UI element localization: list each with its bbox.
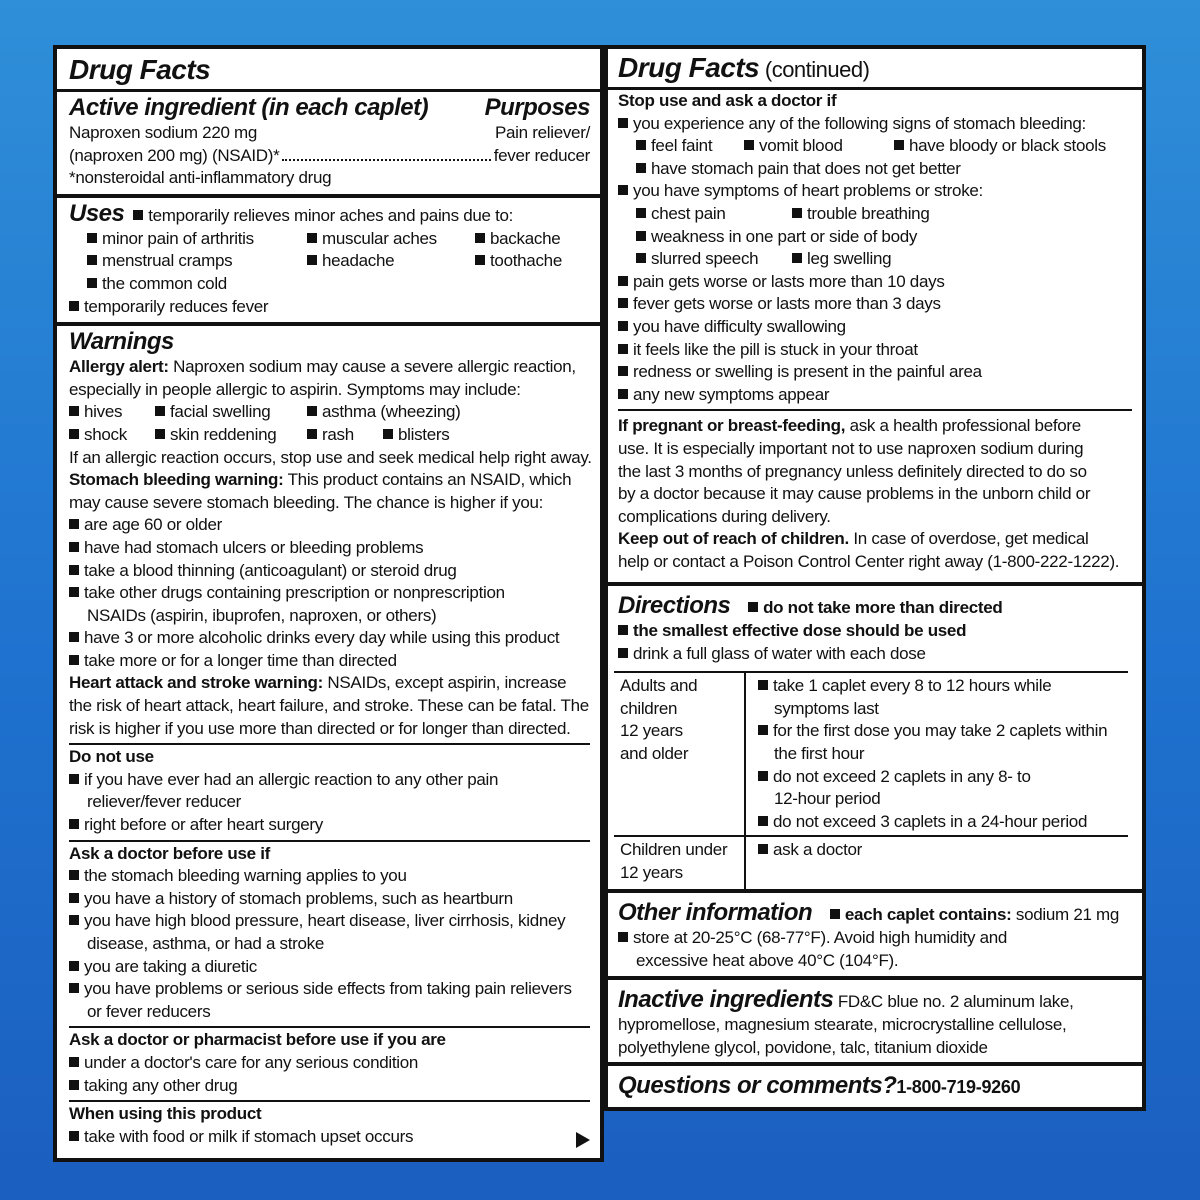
pregnant-text: use. It is especially important not to use naproxen sodium during [618, 438, 1084, 458]
symptoms-row-1 [69, 401, 590, 424]
uses-heading: Uses [69, 199, 125, 227]
storage-text: store at 20-25°C (68-77°F). Avoid high humidity and [633, 928, 1008, 947]
bullet [69, 1131, 79, 1141]
heart-text: NSAIDs, except aspirin, increase [322, 673, 567, 693]
bullet [69, 1057, 79, 1067]
active-ingredient-heading: Active ingredient (in each caplet) [69, 94, 429, 121]
uses-item: the common cold [102, 273, 227, 293]
ask-doctor-section [69, 842, 590, 1024]
uses-fever-text: temporarily reduces fever [84, 296, 269, 316]
bullet [87, 233, 97, 243]
heart-text-2: the risk of heart attack, heart failure, and stroke. These can be fatal. The [69, 696, 589, 716]
active-row-2 [69, 145, 590, 168]
bullet [155, 429, 165, 439]
allergy-text-2: especially in people allergic to aspirin. Symptoms may include: [69, 379, 521, 399]
bullet [133, 210, 143, 220]
do-not-use-heading: Do not use [69, 747, 154, 767]
ask-pharmacist-item: taking any other drug [84, 1075, 238, 1095]
directions-section [608, 586, 1142, 893]
dose-item: do not exceed 2 caplets in any 8- to [773, 766, 1031, 786]
ask-doctor-item: the stomach bleeding warning applies to you [84, 866, 407, 886]
heart-sign: chest pain [651, 203, 726, 223]
uses-item: menstrual cramps [102, 251, 233, 271]
pregnant-label: If pregnant or breast-feeding, [618, 416, 846, 436]
bullet [758, 725, 768, 735]
ask-pharmacist-section [69, 1028, 590, 1097]
ask-doctor-item: disease, asthma, or had a stroke [87, 934, 325, 953]
divider [618, 409, 1132, 411]
panel-title: Drug Facts [69, 54, 211, 85]
bullet [69, 406, 79, 416]
caplet-contains-text: sodium 21 mg [1011, 905, 1120, 924]
directions-table [614, 671, 1128, 891]
symptom: skin reddening [170, 424, 277, 444]
bullet [69, 983, 79, 993]
pregnant-text: ask a health professional before [845, 416, 1081, 436]
stomach-item: take other drugs containing prescription or nonprescription [84, 583, 505, 603]
bullet [69, 429, 79, 439]
stomach-item: NSAIDs (aspirin, ibuprofen, naproxen, or others) [87, 605, 437, 625]
stomach-item: have 3 or more alcoholic drinks every day while using this product [84, 628, 560, 648]
uses-intro: temporarily relieves minor aches and pains due to: [148, 205, 514, 225]
active-ingredient-name: Naproxen sodium 220 mg [69, 123, 258, 142]
active-footnote: *nonsteroidal anti-inflammatory drug [69, 168, 332, 188]
bullet [69, 819, 79, 829]
bullet [155, 406, 165, 416]
warnings-section [69, 326, 590, 740]
uses-row-3 [69, 273, 590, 296]
age-label: Adults and [620, 676, 698, 696]
bullet [307, 406, 317, 416]
continued-label: (continued) [759, 57, 870, 82]
age-label: Children under [620, 840, 728, 860]
symptom: asthma (wheezing) [322, 402, 461, 422]
symptom: blisters [398, 424, 450, 444]
stomach-item: take a blood thinning (anticoagulant) or steroid drug [84, 560, 457, 580]
heart-sign: leg swelling [807, 249, 892, 269]
uses-item: toothache [490, 251, 562, 271]
right-top-section [608, 49, 1142, 586]
bleed-sign: feel faint [651, 136, 713, 156]
bullet [618, 321, 628, 331]
bullet [618, 389, 628, 399]
directions-bold-2: the smallest effective dose should be used [633, 621, 967, 640]
bullet [636, 253, 646, 263]
purposes-heading: Purposes [484, 94, 590, 121]
bullet [618, 932, 628, 942]
bullet [69, 542, 79, 552]
when-using-heading: When using this product [69, 1104, 262, 1124]
bullet [69, 632, 79, 642]
dose-item: take 1 caplet every 8 to 12 hours while [773, 676, 1052, 696]
other-information-section [608, 893, 1142, 980]
age-label: 12 years [620, 862, 683, 882]
ask-doctor-item: you have high blood pressure, heart disease, liver cirrhosis, kidney [84, 911, 566, 931]
when-using-section [69, 1102, 590, 1148]
stop-item: redness or swelling is present in the painful area [633, 362, 982, 382]
uses-item: muscular aches [322, 228, 437, 248]
bullet [748, 602, 758, 612]
bullet [618, 344, 628, 354]
uses-item: headache [322, 251, 395, 271]
bleed-sign: have bloody or black stools [909, 136, 1106, 156]
ask-doctor-item: you have a history of stomach problems, such as heartburn [84, 888, 513, 908]
directions-heading: Directions [618, 592, 731, 619]
bullet [69, 1080, 79, 1090]
keep-out-label: Keep out of reach of children. [618, 529, 849, 549]
uses-fever [69, 296, 590, 319]
questions-heading: Questions or comments? [618, 1072, 897, 1099]
uses-item: minor pain of arthritis [102, 228, 254, 248]
bullet [618, 298, 628, 308]
stop-item: any new symptoms appear [633, 384, 830, 404]
table-row [614, 836, 1128, 891]
bleed-row-1 [618, 135, 1132, 158]
bullet [69, 893, 79, 903]
bullet [69, 915, 79, 925]
dose-item: the first hour [774, 743, 865, 763]
questions-section [608, 1066, 1142, 1104]
ask-doctor-item: or fever reducers [87, 1001, 211, 1021]
bullet [69, 870, 79, 880]
heart-sign: weakness in one part or side of body [651, 226, 918, 246]
inactive-ingredients-section [608, 980, 1142, 1066]
stop-item: pain gets worse or lasts more than 10 days [633, 271, 945, 291]
do-not-use-item: reliever/fever reducer [87, 792, 242, 812]
ask-doctor-item: you are taking a diuretic [84, 956, 257, 976]
bullet [636, 163, 646, 173]
inactive-text: hypromellose, magnesium stearate, microcrystalline cellulose, [618, 1015, 1067, 1034]
inactive-ingredients-heading: Inactive ingredients [618, 986, 834, 1013]
directions-item: drink a full glass of water with each dose [633, 643, 926, 663]
other-information-heading: Other information [618, 899, 813, 926]
bullet [636, 231, 646, 241]
bullet [744, 140, 754, 150]
stop-item: it feels like the pill is stuck in your throat [633, 339, 918, 359]
bullet [307, 233, 317, 243]
inactive-text: polyethylene glycol, povidone, talc, titanium dioxide [618, 1037, 988, 1057]
bullet [636, 140, 646, 150]
dose-item: ask a doctor [773, 840, 863, 860]
divider [57, 89, 600, 92]
bullet [830, 909, 840, 919]
caplet-contains-label: each caplet contains: [844, 905, 1012, 924]
stomach-item: are age 60 or older [84, 515, 222, 535]
heart-text-3: risk is higher if you use more than directed or for longer than directed. [69, 718, 571, 738]
bullet [618, 366, 628, 376]
warnings-heading: Warnings [69, 328, 174, 356]
directions-bold-1: do not take more than directed [763, 598, 1003, 617]
heart-warning-label: Heart attack and stroke warning: [69, 673, 323, 693]
active-ingredient-detail: (naproxen 200 mg) (NSAID)* [69, 145, 280, 165]
drug-facts-left-panel [53, 45, 604, 1162]
bullet [618, 625, 628, 635]
bleed-sign: vomit blood [759, 136, 843, 156]
stop-item: fever gets worse or lasts more than 3 days [633, 294, 941, 314]
purpose-line-1: Pain reliever/ [494, 123, 590, 142]
ask-pharmacist-item: under a doctor's care for any serious condition [84, 1052, 419, 1072]
allergy-text: Naproxen sodium may cause a severe allergic reaction, [168, 357, 576, 377]
do-not-use-section [69, 745, 590, 836]
ask-pharmacist-heading: Ask a doctor or pharmacist before use if you are [69, 1030, 446, 1050]
uses-section [69, 198, 590, 318]
bullet [792, 253, 802, 263]
stop-use-heading: Stop use and ask a doctor if [618, 91, 837, 110]
active-row-1 [69, 122, 590, 145]
inactive-text: FD&C blue no. 2 aluminum lake, [833, 992, 1074, 1011]
symptom: rash [322, 424, 354, 444]
bullet [758, 816, 768, 826]
do-not-use-item: if you have ever had an allergic reaction to any other pain [84, 769, 499, 789]
symptom: hives [84, 402, 123, 422]
purpose-line-2: fever reducer [493, 145, 590, 165]
ask-doctor-heading: Ask a doctor before use if [69, 843, 270, 863]
continue-arrow-icon [576, 1132, 590, 1148]
bullet [87, 255, 97, 265]
uses-item: backache [490, 228, 561, 248]
table-row [614, 672, 1128, 836]
bullet [383, 429, 393, 439]
stomach-warning-label: Stomach bleeding warning: [69, 470, 284, 490]
bullet [618, 276, 628, 286]
bullet [87, 278, 97, 288]
symptom: facial swelling [170, 402, 271, 422]
bullet [618, 118, 628, 128]
bullet [618, 648, 628, 658]
panel-title: Drug Facts [618, 52, 760, 83]
pregnant-text: complications during delivery. [618, 506, 831, 526]
stop-item: you have difficulty swallowing [633, 316, 846, 336]
bullet [758, 844, 768, 854]
dose-item: symptoms last [774, 698, 879, 718]
dose-item: 12-hour period [774, 789, 881, 809]
stop-item: you experience any of the following signs of stomach bleeding: [633, 113, 1086, 133]
pregnant-text: the last 3 months of pregnancy unless definitely directed to do so [618, 461, 1087, 481]
allergy-alert-label: Allergy alert: [69, 357, 169, 377]
bullet [475, 233, 485, 243]
dotted-leader [282, 159, 490, 161]
bleed-sign: have stomach pain that does not get better [651, 158, 961, 178]
bullet [758, 680, 768, 690]
symptoms-row-2 [69, 424, 590, 447]
bullet [69, 519, 79, 529]
stomach-item: have had stomach ulcers or bleeding problems [84, 537, 424, 557]
age-cell [614, 672, 745, 836]
heart-sign: slurred speech [651, 249, 759, 269]
drug-facts-right-panel [604, 45, 1146, 1111]
bullet [69, 565, 79, 575]
keep-out-text: In case of overdose, get medical [848, 529, 1089, 549]
ask-doctor-item: you have problems or serious side effects from taking pain relievers [84, 979, 572, 999]
stomach-text: This product contains an NSAID, which [283, 470, 572, 490]
active-ingredient-header [69, 94, 590, 122]
bullet [618, 185, 628, 195]
bullet [792, 208, 802, 218]
do-not-use-item: right before or after heart surgery [84, 815, 323, 835]
bullet [636, 208, 646, 218]
allergy-after: If an allergic reaction occurs, stop use and seek medical help right away. [69, 447, 592, 467]
keep-out-text: help or contact a Poison Control Center right away (1-800-222-1222). [618, 551, 1120, 571]
bullet [475, 255, 485, 265]
bullet [69, 655, 79, 665]
bullet [894, 140, 904, 150]
dose-cell [745, 836, 1128, 891]
bullet [758, 771, 768, 781]
age-cell [614, 836, 745, 891]
storage-text: excessive heat above 40°C (104°F). [636, 950, 899, 970]
bullet [69, 587, 79, 597]
heart-row-3 [618, 248, 1132, 271]
dose-cell [745, 672, 1128, 836]
dose-item: do not exceed 3 caplets in a 24-hour period [773, 811, 1088, 831]
stop-item: you have symptoms of heart problems or stroke: [633, 181, 983, 201]
age-label: children [620, 698, 678, 718]
stomach-text-2: may cause severe stomach bleeding. The chance is higher if you: [69, 492, 544, 512]
heart-row-1 [618, 203, 1132, 226]
heart-sign: trouble breathing [807, 203, 930, 223]
symptom: shock [84, 424, 127, 444]
dose-item: for the first dose you may take 2 caplets within [773, 721, 1108, 741]
stomach-item: take more or for a longer time than directed [84, 650, 397, 670]
bullet [307, 429, 317, 439]
when-using-item: take with food or milk if stomach upset occurs [84, 1126, 414, 1146]
bullet [307, 255, 317, 265]
pregnant-text: by a doctor because it may cause problems in the unborn child or [618, 484, 1091, 504]
uses-row-1 [69, 228, 590, 251]
age-label: and older [620, 743, 689, 763]
bullet [69, 774, 79, 784]
questions-phone: 1-800-719-9260 [896, 1077, 1021, 1097]
uses-row-2 [69, 250, 590, 273]
age-label: 12 years [620, 721, 683, 741]
bullet [69, 961, 79, 971]
bullet [69, 301, 79, 311]
